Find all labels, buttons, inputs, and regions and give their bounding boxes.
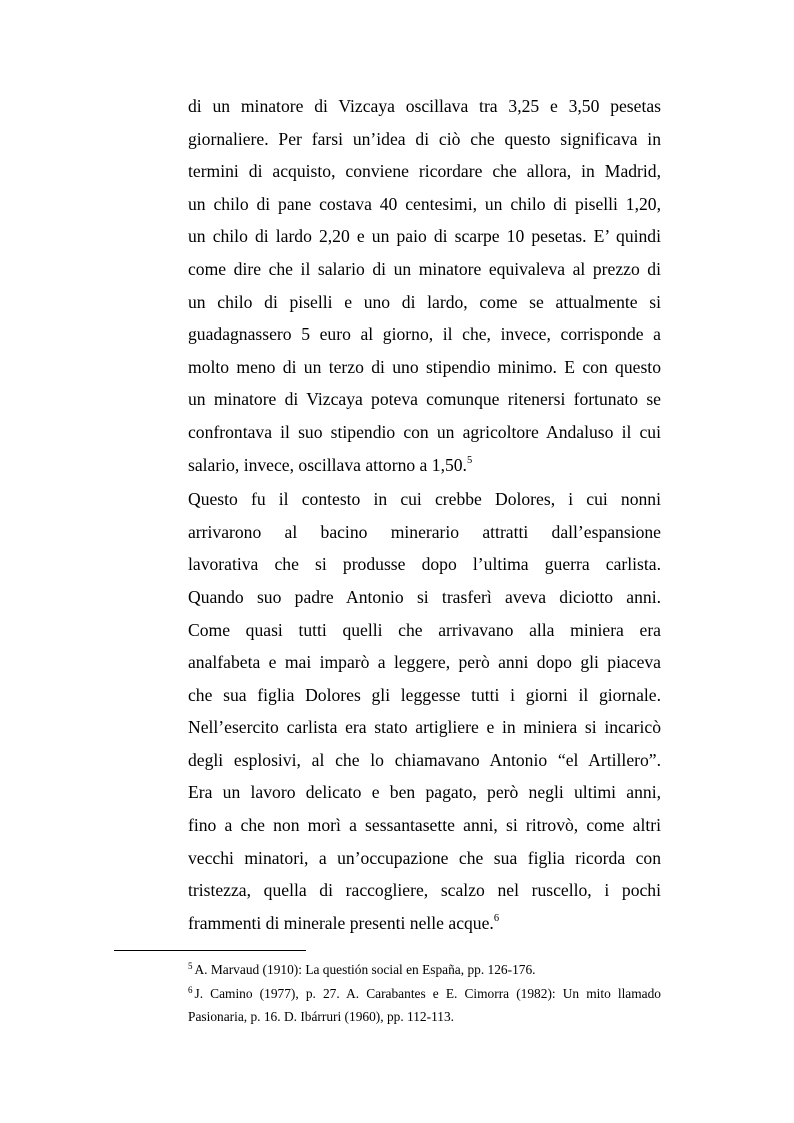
text-line: giornaliere. Per farsi un’idea di ciò che questo significava in [188, 128, 661, 149]
text-line: Questo fu il contesto in cui crebbe Dolores, i cui nonni [188, 489, 661, 510]
text-line: vecchi minatori, a un’occupazione che sua figlia ricorda con [188, 847, 661, 868]
text-line: Nell’esercito carlista era stato artigliere e in miniera si incaricò [188, 717, 661, 738]
text-line: come dire che il salario di un minatore equivaleva al prezzo di [188, 258, 661, 279]
text-line: Era un lavoro delicato e ben pagato, però negli ultimi anni, [188, 782, 661, 803]
text-line: Quando suo padre Antonio si trasferì aveva diciotto anni. [188, 586, 661, 607]
footnote-line: Pasionaria, p. 16. D. Ibárruri (1960), pp. 112-113. [188, 1009, 455, 1024]
text-line: degli esplosivi, al che lo chiamavano Antonio “el Artillero”. [188, 749, 661, 770]
footnote-6 [188, 982, 661, 1029]
footnote-text: J. Camino (1977), p. 27. A. Carabantes e E. Cimorra (1982): Un mito llamado [194, 985, 661, 1001]
body-text [188, 90, 661, 939]
text-line: arrivarono al bacino minerario attratti dall’espansione [188, 521, 661, 542]
footnote-line [188, 982, 661, 1006]
text-line: tristezza, quella di raccogliere, scalzo nel ruscello, i pochi [188, 880, 661, 901]
footnote-number: 6 [188, 984, 193, 995]
footnote-line [188, 958, 661, 982]
text-line-last [188, 907, 661, 940]
text-line-content: salario, invece, oscillava attorno a 1,50. [188, 454, 467, 475]
text-line: guadagnassero 5 euro al giorno, il che, invece, corrisponde a [188, 324, 661, 345]
text-line: di un minatore di Vizcaya oscillava tra 3,25 e 3,50 pesetas [188, 96, 661, 116]
footnote-5 [188, 958, 661, 982]
text-line: che sua figlia Dolores gli leggesse tutti i giorni il giornale. [188, 684, 661, 705]
footnote-ref-5[interactable]: 5 [466, 454, 473, 466]
text-line: un chilo di pane costava 40 centesimi, un chilo di piselli 1,20, [188, 193, 661, 214]
paragraph-2 [188, 483, 661, 939]
text-line: fino a che non morì a sessantasette anni, si ritrovò, come altri [188, 815, 661, 836]
footnote-number: 5 [188, 961, 193, 971]
footnote-text: A. Marvaud (1910): La questión social en España, pp. 126-176. [194, 962, 536, 977]
footnote-ref-6[interactable]: 6 [493, 912, 500, 924]
text-line: lavorativa che si produsse dopo l’ultima guerra carlista. [188, 554, 661, 575]
text-line: termini di acquisto, conviene ricordare che allora, in Madrid, [188, 161, 661, 182]
text-line: analfabeta e mai imparò a leggere, però anni dopo gli piaceva [188, 652, 661, 673]
text-line: Come quasi tutti quelli che arrivavano alla miniera era [188, 619, 661, 640]
text-line: un minatore di Vizcaya poteva comunque ritenersi fortunato se [188, 389, 661, 410]
footnote-separator [114, 950, 306, 951]
footnotes [188, 958, 661, 1029]
text-line: molto meno di un terzo di uno stipendio minimo. E con questo [188, 356, 661, 377]
text-line: un chilo di piselli e uno di lardo, come se attualmente si [188, 291, 661, 312]
paragraph-1 [188, 90, 661, 481]
text-line-content: frammenti di minerale presenti nelle acque. [188, 912, 494, 933]
text-line-last [188, 449, 661, 482]
text-line: confrontava il suo stipendio con un agricoltore Andaluso il cui [188, 421, 661, 442]
text-line: un chilo di lardo 2,20 e un paio di scarpe 10 pesetas. E’ quindi [188, 226, 661, 247]
